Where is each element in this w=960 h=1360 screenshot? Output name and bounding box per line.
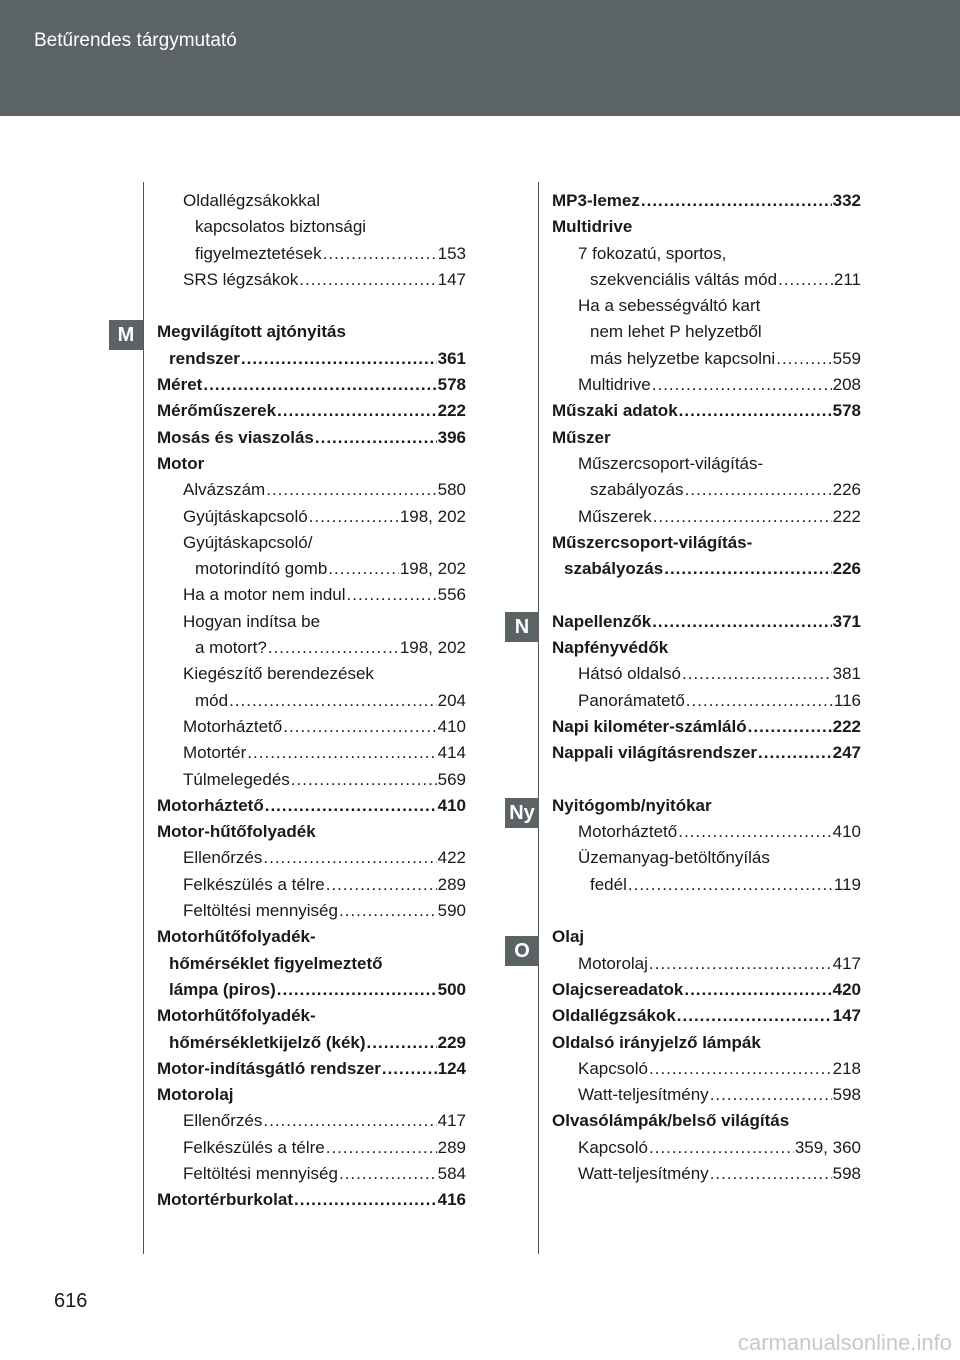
index-entry (157, 924, 466, 950)
index-page-ref: 226 (832, 559, 861, 579)
index-entry (552, 477, 861, 503)
index-term: Kapcsoló (578, 1137, 648, 1157)
index-page-ref: 332 (832, 191, 861, 210)
index-page-ref: 569 (437, 769, 466, 789)
dot-leader (294, 1187, 437, 1213)
index-entry (157, 951, 466, 977)
dot-leader (641, 188, 832, 214)
index-entry (552, 398, 861, 424)
index-entry (157, 1082, 466, 1108)
index-term: rendszer (169, 348, 240, 368)
index-page-ref: 396 (437, 427, 466, 447)
dot-leader (367, 1030, 437, 1056)
index-page-ref: 361 (437, 348, 466, 368)
dot-leader (685, 477, 832, 503)
index-term: Ha a sebességváltó kart (578, 296, 761, 316)
index-term: Olajcsereadatok (552, 979, 684, 999)
index-entry (552, 635, 861, 661)
index-page-ref: 222 (437, 401, 466, 421)
dot-leader (328, 556, 399, 582)
index-term: 7 fokozatú, sportos, (578, 243, 727, 263)
dot-leader (710, 1161, 832, 1187)
index-term: Alvázszám (183, 480, 266, 500)
index-entry (552, 1030, 861, 1056)
index-page-ref: 410 (437, 716, 466, 736)
index-entry (157, 1056, 466, 1082)
dot-leader (678, 819, 831, 845)
index-term: Műszer (552, 427, 611, 447)
index-entry (552, 214, 861, 240)
index-term: mód (195, 690, 229, 710)
index-term: fedél (590, 874, 627, 894)
index-entry (552, 241, 861, 267)
index-entry (157, 609, 466, 635)
dot-leader (649, 951, 832, 977)
index-entry (157, 319, 466, 345)
index-page-ref: 222 (832, 716, 861, 736)
dot-leader (229, 688, 437, 714)
index-term: Watt-teljesítmény (578, 1163, 709, 1183)
index-entry (157, 1030, 466, 1056)
index-entry (552, 530, 861, 556)
index-entry (157, 1135, 466, 1161)
index-term: Multidrive (552, 217, 633, 237)
index-entry (552, 1082, 861, 1108)
index-term: Üzemanyag-betöltőnyílás (578, 848, 770, 868)
page-number: 616 (54, 1290, 88, 1312)
index-page-ref: 198, 202 (399, 506, 466, 526)
index-page-ref: 559 (832, 348, 861, 368)
dot-leader (266, 477, 436, 503)
index-gap (552, 898, 861, 924)
index-column-right (552, 188, 861, 1187)
index-term: a motort? (195, 638, 267, 658)
index-page-ref: 500 (437, 979, 466, 999)
index-entry (552, 924, 861, 950)
index-term: Megvilágított ajtónyitás (157, 322, 346, 342)
index-entry (157, 845, 466, 871)
dot-leader (283, 714, 436, 740)
dot-leader (299, 267, 436, 293)
dot-leader (649, 1135, 794, 1161)
index-entry (157, 477, 466, 503)
index-term: figyelmeztetések (195, 243, 322, 263)
index-term: Napfényvédők (552, 638, 669, 658)
index-term: Mérőműszerek (157, 401, 277, 421)
index-entry (157, 582, 466, 608)
watermark: carmanualsonline.info (737, 1330, 952, 1355)
index-entry (157, 214, 466, 240)
index-entry (552, 1161, 861, 1187)
index-entry (157, 872, 466, 898)
letter-tab-m: M (109, 320, 143, 350)
index-page-ref: 226 (832, 480, 861, 500)
dot-leader (247, 740, 436, 766)
index-term: Olvasólámpák/belső világítás (552, 1111, 790, 1131)
index-entry (552, 661, 861, 687)
index-page-ref: 153 (437, 243, 466, 263)
index-term: Gyújtáskapcsoló (183, 506, 308, 526)
dot-leader (263, 845, 436, 871)
index-term: hőmérsékletkijelző (kék) (169, 1032, 366, 1052)
index-term: Túlmelegedés (183, 769, 290, 789)
index-term: Ha a motor nem indul (183, 585, 346, 605)
index-term: Panorámatető (578, 690, 685, 710)
index-gap (552, 767, 861, 793)
index-entry (157, 346, 466, 372)
index-term: szabályozás (564, 559, 664, 579)
dot-leader (677, 1003, 832, 1029)
index-term: Motorolaj (578, 953, 648, 973)
index-page-ref: 416 (437, 1190, 466, 1210)
index-page-ref: 119 (833, 874, 861, 894)
index-entry (157, 1161, 466, 1187)
index-gap (157, 293, 466, 319)
index-entry (157, 504, 466, 530)
index-entry (552, 872, 861, 898)
index-term: MP3-lemez (552, 191, 640, 210)
index-page-ref: 247 (832, 743, 861, 763)
index-entry (157, 898, 466, 924)
letter-tab-n: N (505, 612, 539, 642)
index-term: Watt-teljesítmény (578, 1085, 709, 1105)
index-term: motorindító gomb (195, 559, 328, 579)
dot-leader (653, 504, 832, 530)
index-term: Hátsó oldalsó (578, 664, 682, 684)
index-page-ref: 222 (832, 506, 861, 526)
index-entry (157, 188, 466, 214)
index-term: Motor (157, 453, 205, 473)
index-page-ref: 371 (832, 611, 861, 631)
index-entry (552, 372, 861, 398)
index-term: Motorolaj (157, 1085, 234, 1105)
index-entry (552, 793, 861, 819)
index-term: Oldallégzsákokkal (183, 191, 321, 210)
index-page-ref: 359, 360 (794, 1137, 861, 1157)
index-term: Kiegészítő berendezések (183, 664, 374, 684)
index-page-ref: 556 (437, 585, 466, 605)
index-entry (157, 451, 466, 477)
dot-leader (263, 1108, 436, 1134)
index-page-ref: 208 (832, 375, 861, 395)
index-page-ref: 417 (832, 953, 861, 973)
index-page-ref: 590 (437, 901, 466, 921)
index-term: Motortér (183, 743, 247, 763)
index-term: Feltöltési mennyiség (183, 1163, 338, 1183)
index-entry (552, 319, 861, 345)
dot-leader (265, 793, 437, 819)
index-term: Kapcsoló (578, 1058, 648, 1078)
index-term: Műszercsoport-világítás- (552, 532, 753, 552)
index-entry (157, 767, 466, 793)
index-entry (552, 188, 861, 214)
section-title: Betűrendes tárgymutató (34, 30, 237, 51)
dot-leader (652, 372, 832, 398)
index-entry (157, 398, 466, 424)
index-entry (552, 1003, 861, 1029)
index-term: Napellenzők (552, 611, 652, 631)
index-entry (157, 661, 466, 687)
index-entry (157, 635, 466, 661)
index-term: Olaj (552, 927, 585, 947)
index-entry (157, 977, 466, 1003)
index-term: Motorháztető (157, 795, 264, 815)
index-entry (157, 819, 466, 845)
index-entry (552, 714, 861, 740)
dot-leader (323, 241, 437, 267)
index-entry (552, 977, 861, 1003)
index-term: Műszaki adatok (552, 401, 678, 421)
index-term: Méret (157, 375, 203, 395)
column-divider-right (538, 182, 539, 1254)
dot-leader (684, 977, 831, 1003)
index-page-ref: 410 (437, 795, 466, 815)
index-entry (157, 425, 466, 451)
index-term: Nyitógomb/nyitókar (552, 795, 712, 815)
index-term: Ellenőrzés (183, 848, 263, 868)
letter-tab-o: O (505, 936, 539, 966)
index-entry (552, 609, 861, 635)
index-term: Motor-hűtőfolyadék (157, 822, 316, 842)
index-entry (552, 504, 861, 530)
index-entry (157, 1108, 466, 1134)
index-term: hőmérséklet figyelmeztető (169, 953, 383, 973)
index-term: Hogyan indítsa be (183, 611, 321, 631)
index-entry (157, 1187, 466, 1213)
index-term: Napi kilométer-számláló (552, 716, 747, 736)
index-term: Műszercsoport-világítás- (578, 453, 764, 473)
dot-leader (268, 635, 399, 661)
index-entry (157, 241, 466, 267)
dot-leader (339, 898, 437, 924)
dot-leader (203, 372, 436, 398)
index-entry (552, 819, 861, 845)
index-entry (552, 951, 861, 977)
index-entry (157, 372, 466, 398)
index-page-ref: 218 (832, 1058, 861, 1078)
index-term: Motorháztető (183, 716, 283, 736)
index-page-ref: 422 (437, 848, 466, 868)
index-entry (157, 267, 466, 293)
index-page-ref: 598 (832, 1163, 861, 1183)
dot-leader (277, 977, 437, 1003)
index-term: Oldalsó irányjelző lámpák (552, 1032, 761, 1052)
index-entry (157, 740, 466, 766)
index-term: SRS légzsákok (183, 269, 299, 289)
index-gap (552, 582, 861, 608)
index-entry (552, 425, 861, 451)
index-entry (552, 688, 861, 714)
index-term: Feltöltési mennyiség (183, 901, 338, 921)
index-entry (157, 793, 466, 819)
index-page-ref: 598 (832, 1085, 861, 1105)
index-term: nem lehet P helyzetből (590, 322, 762, 342)
index-page-ref: 211 (833, 269, 861, 289)
dot-leader (686, 688, 833, 714)
index-page-ref: 147 (437, 269, 466, 289)
index-page-ref: 198, 202 (399, 638, 466, 658)
index-entry (552, 346, 861, 372)
index-page-ref: 381 (832, 664, 861, 684)
index-entry (552, 1056, 861, 1082)
index-term: Műszerek (578, 506, 652, 526)
index-page-ref: 198, 202 (399, 559, 466, 579)
index-entry (552, 293, 861, 319)
dot-leader (652, 609, 831, 635)
column-divider-left (143, 182, 144, 1254)
index-term: kapcsolatos biztonsági (195, 217, 367, 237)
index-term: szekvenciális váltás mód (590, 269, 778, 289)
dot-leader (326, 1135, 437, 1161)
dot-leader (382, 1056, 437, 1082)
page-header (0, 0, 960, 116)
dot-leader (776, 346, 831, 372)
index-entry (157, 530, 466, 556)
index-page-ref: 414 (437, 743, 466, 763)
letter-tab-ny: Ny (505, 798, 539, 828)
index-column-left (157, 188, 466, 1214)
dot-leader (241, 346, 437, 372)
dot-leader (309, 504, 399, 530)
index-page-ref: 204 (437, 690, 466, 710)
index-page-ref: 289 (437, 1137, 466, 1157)
index-page-ref: 578 (832, 401, 861, 421)
index-entry (552, 267, 861, 293)
dot-leader (326, 872, 437, 898)
dot-leader (277, 398, 437, 424)
index-page-ref: 410 (832, 822, 861, 842)
dot-leader (710, 1082, 832, 1108)
dot-leader (347, 582, 437, 608)
index-entry (552, 740, 861, 766)
index-term: más helyzetbe kapcsolni (590, 348, 776, 368)
index-entry (157, 714, 466, 740)
dot-leader (664, 556, 831, 582)
index-page-ref: 289 (437, 874, 466, 894)
index-term: lámpa (piros) (169, 979, 276, 999)
index-term: Multidrive (578, 375, 651, 395)
index-term: Oldallégzsákok (552, 1006, 676, 1026)
dot-leader (315, 425, 437, 451)
index-term: szabályozás (590, 480, 684, 500)
index-page-ref: 116 (833, 690, 861, 710)
index-page-ref: 147 (832, 1006, 861, 1026)
index-entry (552, 1108, 861, 1134)
dot-leader (339, 1161, 437, 1187)
index-entry (552, 556, 861, 582)
index-term: Ellenőrzés (183, 1111, 263, 1131)
dot-leader (291, 767, 437, 793)
dot-leader (758, 740, 832, 766)
index-term: Felkészülés a télre (183, 1137, 325, 1157)
index-term: Motortérburkolat (157, 1190, 293, 1210)
index-entry (552, 1135, 861, 1161)
dot-leader (628, 872, 833, 898)
index-term: Motorháztető (578, 822, 678, 842)
index-page-ref: 580 (437, 480, 466, 500)
index-entry (157, 688, 466, 714)
dot-leader (679, 398, 832, 424)
index-entry (157, 556, 466, 582)
index-term: Mosás és viaszolás (157, 427, 314, 447)
index-term: Motor-indításgátló rendszer (157, 1058, 381, 1078)
index-term: Motorhűtőfolyadék- (157, 1006, 316, 1026)
dot-leader (778, 267, 833, 293)
index-page-ref: 584 (437, 1163, 466, 1183)
index-page-ref: 229 (437, 1032, 466, 1052)
index-page-ref: 420 (832, 979, 861, 999)
index-page-ref: 124 (437, 1058, 466, 1078)
index-term: Nappali világításrendszer (552, 743, 758, 763)
index-page-ref: 578 (437, 375, 466, 395)
dot-leader (649, 1056, 832, 1082)
index-entry (552, 845, 861, 871)
index-term: Motorhűtőfolyadék- (157, 927, 316, 947)
index-term: Gyújtáskapcsoló/ (183, 532, 313, 552)
dot-leader (682, 661, 832, 687)
dot-leader (748, 714, 832, 740)
index-entry (157, 1003, 466, 1029)
index-term: Felkészülés a télre (183, 874, 325, 894)
index-page-ref: 417 (437, 1111, 466, 1131)
index-entry (552, 451, 861, 477)
